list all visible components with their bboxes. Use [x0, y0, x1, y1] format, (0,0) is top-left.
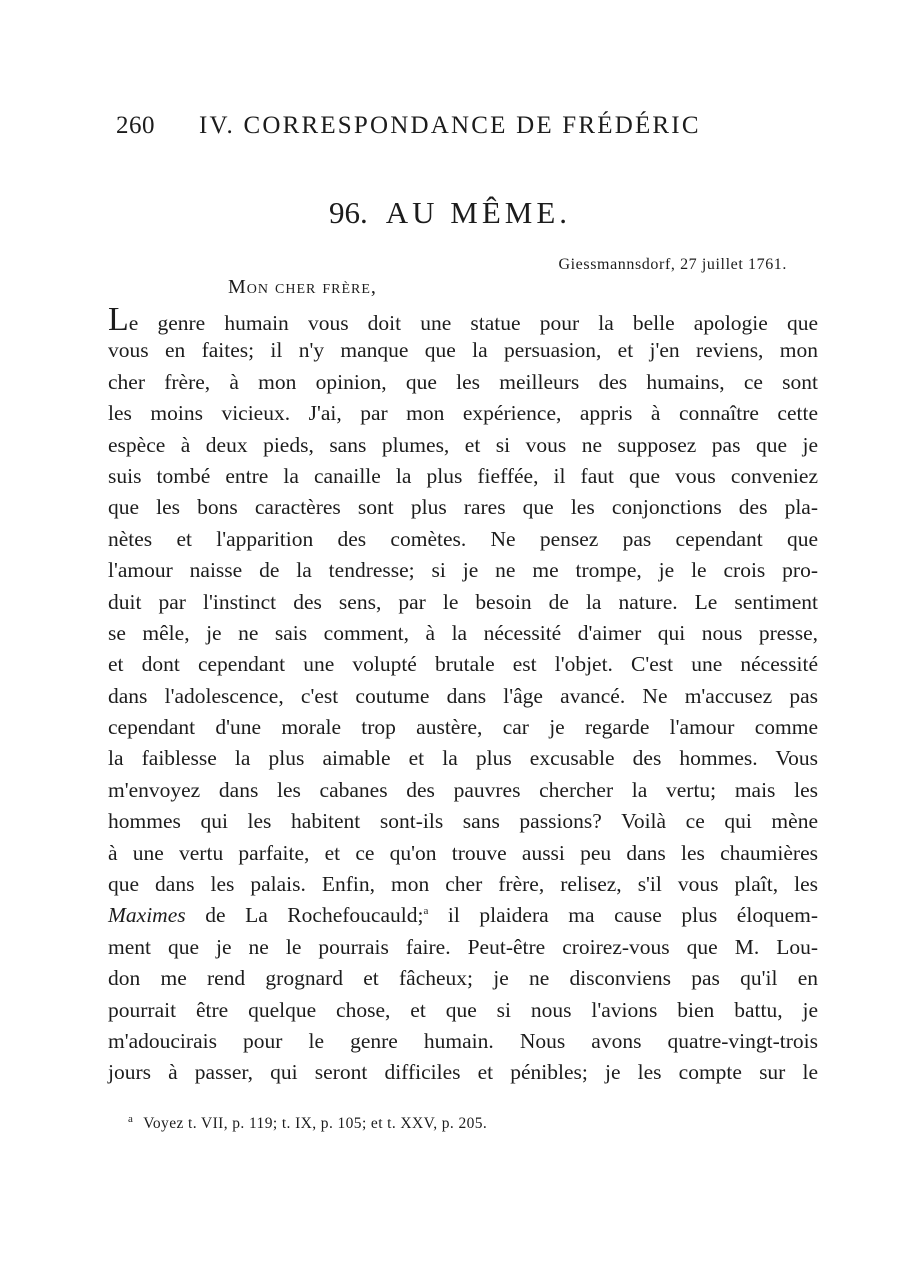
body-line-maximes [108, 900, 818, 931]
running-head-title: IV. CORRESPONDANCE DE FRÉDÉRIC [199, 112, 701, 139]
dateline: Giessmannsdorf, 27 juillet 1761. [558, 256, 787, 273]
body-line: pourrait être quelque chose, et que si nous l'avions bien battu, je [108, 997, 818, 1022]
body-line: que dans les palais. Enfin, mon cher frère, relisez, s'il vous plaît, les [108, 872, 818, 897]
body-text-span: de La Rochefoucauld; [185, 903, 424, 928]
footnote [128, 1113, 487, 1133]
footnote-reference: a [423, 905, 429, 918]
body-line: vous en faites; il n'y manque que la persuasion, et j'en reviens, mon [108, 338, 818, 363]
body-line: cependant d'une morale trop austère, car je regarde l'amour comme [108, 715, 818, 740]
body-line: les moins vicieux. J'ai, par mon expérience, appris à connaître cette [108, 401, 818, 426]
running-head [116, 112, 736, 140]
body-line: et dont cependant une volupté brutale est l'objet. C'est une nécessité [108, 652, 818, 677]
body-text-span: il plaidera ma cause plus éloquem- [428, 903, 818, 928]
page-number: 260 [116, 112, 155, 139]
footnote-marker: a [128, 1113, 134, 1125]
letter-number: 96. [328, 195, 368, 230]
body-line: jours à passer, qui seront difficiles et pénibles; je les compte sur le [108, 1060, 818, 1085]
salutation: Mon cher frère, [228, 276, 377, 298]
body-line: duit par l'instinct des sens, par le besoin de la nature. Le sentiment [108, 589, 818, 614]
body-line: se mêle, je ne sais comment, à la nécessité d'aimer qui nous presse, [108, 620, 818, 645]
body-line: que les bons caractères sont plus rares que les conjonctions des pla- [108, 495, 818, 520]
body-line: cher frère, à mon opinion, que les meilleurs des humains, ce sont [108, 369, 818, 394]
body-line: à une vertu parfaite, et ce qu'on trouve aussi peu dans les chaumières [108, 840, 818, 865]
footnote-text: Voyez t. VII, p. 119; t. IX, p. 105; et t. XXV, p. 205. [143, 1115, 488, 1132]
body-line: hommes qui les habitent sont-ils sans passions? Voilà ce qui mène [108, 809, 818, 834]
body-line: dans l'adolescence, c'est coutume dans l'âge avancé. Ne m'accusez pas [108, 683, 818, 708]
letter-body [108, 301, 818, 1089]
body-line: m'envoyez dans les cabanes des pauvres chercher la vertu; mais les [108, 777, 818, 802]
letter-heading [0, 195, 900, 231]
body-line: m'adoucirais pour le genre humain. Nous avons quatre-vingt-trois [108, 1028, 818, 1053]
body-line: espèce à deux pieds, sans plumes, et si vous ne supposez pas que je [108, 432, 818, 457]
letter-title: AU MÊME. [385, 195, 572, 230]
body-line: l'amour naisse de la tendresse; si je ne me trompe, je le crois pro- [108, 558, 818, 583]
body-line: suis tombé entre la canaille la plus fieffée, il faut que vous conveniez [108, 463, 818, 488]
body-line: ment que je ne le pourrais faire. Peut-être croirez-vous que M. Lou- [108, 934, 818, 959]
body-line: la faiblesse la plus aimable et la plus excusable des hommes. Vous [108, 746, 818, 771]
body-line: Le genre humain vous doit une statue pour la belle apologie que [108, 301, 818, 338]
body-line: don me rend grognard et fâcheux; je ne disconviens pas qu'il en [108, 966, 818, 991]
body-line: nètes et l'apparition des comètes. Ne pensez pas cependant que [108, 526, 818, 551]
book-title-maximes: Maximes [108, 903, 186, 928]
